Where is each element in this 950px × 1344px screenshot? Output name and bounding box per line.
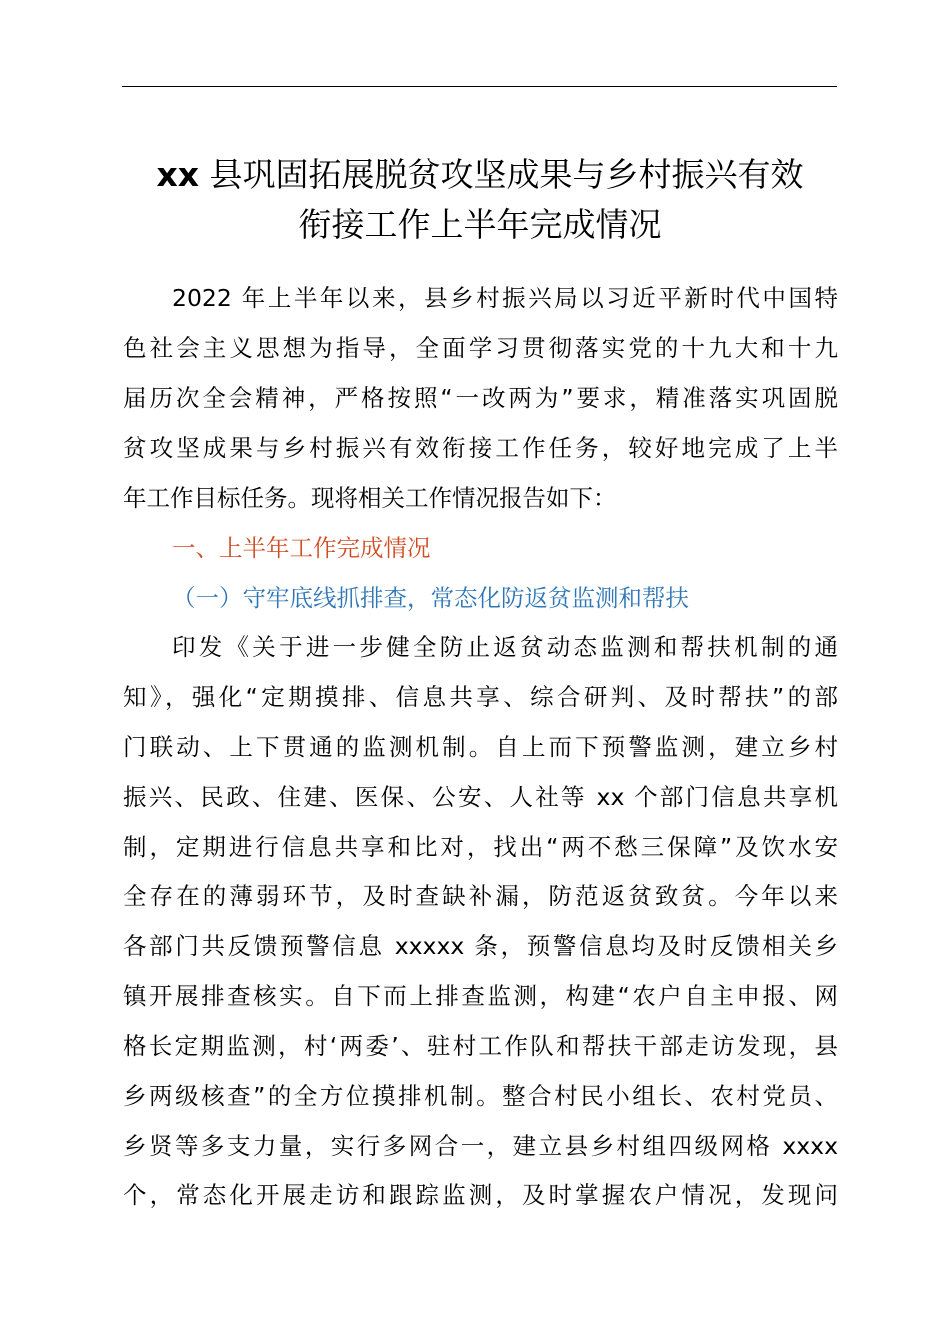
paragraph-line-11: 乡贤等多支力量，实行多网合一，建立县乡村组四级网格 xxxx xyxy=(123,1132,838,1160)
paragraph-line-6: 全存在的薄弱环节，及时查缺补漏，防范返贫致贫。今年以来 xyxy=(123,882,838,910)
paragraph-line-1: 印发《关于进一步健全防止返贫动态监测和帮扶机制的通 xyxy=(172,633,838,661)
subsection-heading: （一）守牢底线抓排查，常态化防返贫监测和帮扶 xyxy=(172,584,689,612)
intro-line-4: 贫攻坚成果与乡村振兴有效衔接工作任务，较好地完成了上半 xyxy=(123,434,838,462)
paragraph-line-12: 个，常态化开展走访和跟踪监测，及时掌握农户情况，发现问 xyxy=(123,1181,838,1209)
paragraph-line-2: 知》，强化“定期摸排、信息共享、综合研判、及时帮扶”的部 xyxy=(123,683,838,711)
title-prefix: xx xyxy=(156,155,200,194)
title-line-1-text: 县巩固拓展脱贫攻坚成果与乡村振兴有效 xyxy=(209,155,804,194)
intro-line-5: 年工作目标任务。现将相关工作情况报告如下： xyxy=(123,484,617,512)
intro-line-2: 色社会主义思想为指导，全面学习贯彻落实党的十九大和十九 xyxy=(123,334,838,362)
section-heading: 一、上半年工作完成情况 xyxy=(172,534,431,562)
paragraph-line-9: 格长定期监测，村‘两委’、驻村工作队和帮扶干部走访发现，县 xyxy=(123,1032,838,1060)
paragraph-line-7: 各部门共反馈预警信息 xxxxx 条，预警信息均及时反馈相关乡 xyxy=(123,932,838,960)
paragraph-line-8: 镇开展排查核实。自下而上排查监测，构建“农户自主申报、网 xyxy=(123,982,838,1010)
intro-line-1: 2022 年上半年以来，县乡村振兴局以习近平新时代中国特 xyxy=(172,284,838,312)
paragraph-line-10: 乡两级核查”的全方位摸排机制。整合村民小组长、农村党员、 xyxy=(123,1082,838,1110)
paragraph-line-5: 制，定期进行信息共享和比对，找出“两不愁三保障”及饮水安 xyxy=(123,833,838,861)
paragraph-line-4: 振兴、民政、住建、医保、公安、人社等 xx 个部门信息共享机 xyxy=(123,783,838,811)
paragraph-line-3: 门联动、上下贯通的监测机制。自上而下预警监测，建立乡村 xyxy=(123,733,838,761)
intro-line-3: 届历次全会精神，严格按照“一改两为”要求，精准落实巩固脱 xyxy=(123,384,838,412)
title-line-2: 衔接工作上半年完成情况 xyxy=(298,205,662,244)
